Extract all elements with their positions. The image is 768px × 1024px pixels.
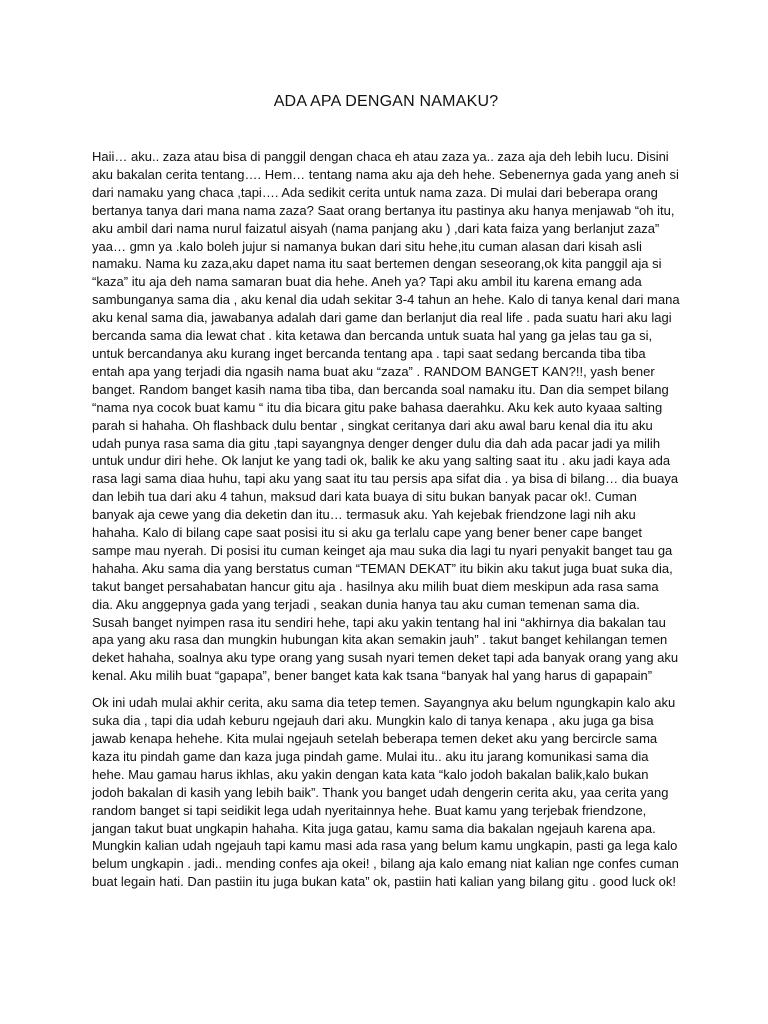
body-paragraph-1: Haii… aku.. zaza atau bisa di panggil dengan chaca eh atau zaza ya.. zaza aja deh lebih lucu. Disini aku bakalan cerita tentang…. Hem… tentang nama aku aja deh hehe. Sebenernya gada yang aneh si dari namaku yang chaca ,tapi…. Ada sedikit cerita untuk nama zaza. Di mulai dari beberapa orang bertanya tanya dari mana nama zaza? Saat orang bertanya itu pastinya aku hanya menjawab “oh itu, aku ambil dari nama nurul faizatul aisyah (nama panjang aku ) ,dari kata faiza yang berlanjut zaza” yaa… gmn ya .kalo boleh jujur si namanya bukan dari situ hehe,itu cuman alasan dari kisah asli namaku. Nama ku zaza,aku dapet nama itu saat bertemen dengan seseorang,ok kita panggil aja si “kaza” itu aja deh nama samaran buat dia hehe. Aneh ya? Tapi aku ambil itu karena emang ada sambunganya sama dia , aku kenal dia udah sekitar 3-4 tahun an hehe. Kalo di tanya kenal dari mana aku kenal sama dia, jawabanya adalah dari game dan berlanjut dia real life . pada suatu hari aku lagi bercanda sama dia lewat chat . kita ketawa dan bercanda untuk suata hal yang ga jelas tau ga si, untuk bercandanya aku kurang inget bercanda tentang apa . tapi saat sedang bercanda tiba tiba entah apa yang terjadi dia ngasih nama buat aku “zaza” . RANDOM BANGET KAN?!!, yash bener banget. Random banget kasih nama tiba tiba, dan bercanda soal namaku itu. Dan dia sempet bilang “nama nya cocok buat kamu “ itu dia bicara gitu pake bahasa daerahku. Aku kek auto kyaaa salting parah si hahaha. Oh flashback dulu bentar , singkat ceritanya dari aku awal baru kenal dia itu aku udah punya rasa sama dia gitu ,tapi sayangnya denger denger dulu dia dah ada pacar jadi ya milih untuk undur diri hehe. Ok lanjut ke yang tadi ok, balik ke aku yang salting saat itu . aku jadi kaya ada rasa lagi sama diaa huhu, tapi aku yang saat itu tau persis apa sifat dia . ya bisa di bilang… dia buaya dan lebih tua dari aku 4 tahun, maksud dari kata buaya di situ bukan banyak pacar ok!. Cuman banyak aja cewe yang dia deketin dan itu… termasuk aku. Yah kejebak friendzone lagi nih aku hahaha. Kalo di bilang cape saat posisi itu si aku ga terlalu cape yang bener bener cape banget sampe mau nyerah. Di posisi itu cuman keinget aja mau suka dia lagi tu nyari penyakit banget tau ga hahaha. Aku sama dia yang berstatus cuman “TEMAN DEKAT” itu bikin aku takut juga buat suka dia, takut banget persahabatan hancur gitu aja . hasilnya aku milih buat diem meskipun ada rasa sama dia. Aku anggepnya gada yang terjadi , seakan dunia hanya tau aku cuman temenan sama dia. Susah banget nyimpen rasa itu sendiri hehe, tapi aku yakin tentang hal ini “akhirnya dia bakalan tau apa yang aku rasa dan mungkin hubungan kita akan semakin jauh” . takut banget kehilangan temen deket hahaha, soalnya aku type orang yang susah nyari temen deket tapi ada banyak orang yang aku kenal. Aku milih buat “gapapa”, bener banget kata kak tsana “banyak hal yang harus di gapapain” [92, 149, 680, 684]
document-title: ADA APA DENGAN NAMAKU? [273, 93, 499, 110]
body-paragraph-2: Ok ini udah mulai akhir cerita, aku sama dia tetep temen. Sayangnya aku belum ngungkapin kalo aku suka dia , tapi dia udah keburu ngejauh dari aku. Mungkin kalo di tanya kenapa , aku juga ga bisa jawab kenapa hehehe. Kita mulai ngejauh setelah beberapa temen deket aku yang bercircle sama kaza itu pindah game dan kaza juga pindah game. Mulai itu.. aku itu jarang komunikasi sama dia hehe. Mau gamau harus ikhlas, aku yakin dengan kata kata “kalo jodoh bakalan balik,kalo bukan jodoh bakalan di kasih yang lebih baik”. Thank you banget udah dengerin cerita aku, yaa cerita yang random banget si tapi seidikit lega udah nyeritainnya hehe. Buat kamu yang terjebak friendzone, jangan takut buat ungkapin hahaha. Kita juga gatau, kamu sama dia bakalan ngejauh karena apa. Mungkin kalian udah ngejauh tapi kamu masi ada rasa yang belum kamu ungkapin, pasti ga lega kalo belum ungkapin . jadi.. mending confes aja okei! , bilang aja kalo emang niat kalian nge confes cuman buat legain hati. Dan pastiin itu juga bukan kata” ok, pastiin hati kalian yang bilang gitu . good luck ok! [92, 695, 679, 890]
